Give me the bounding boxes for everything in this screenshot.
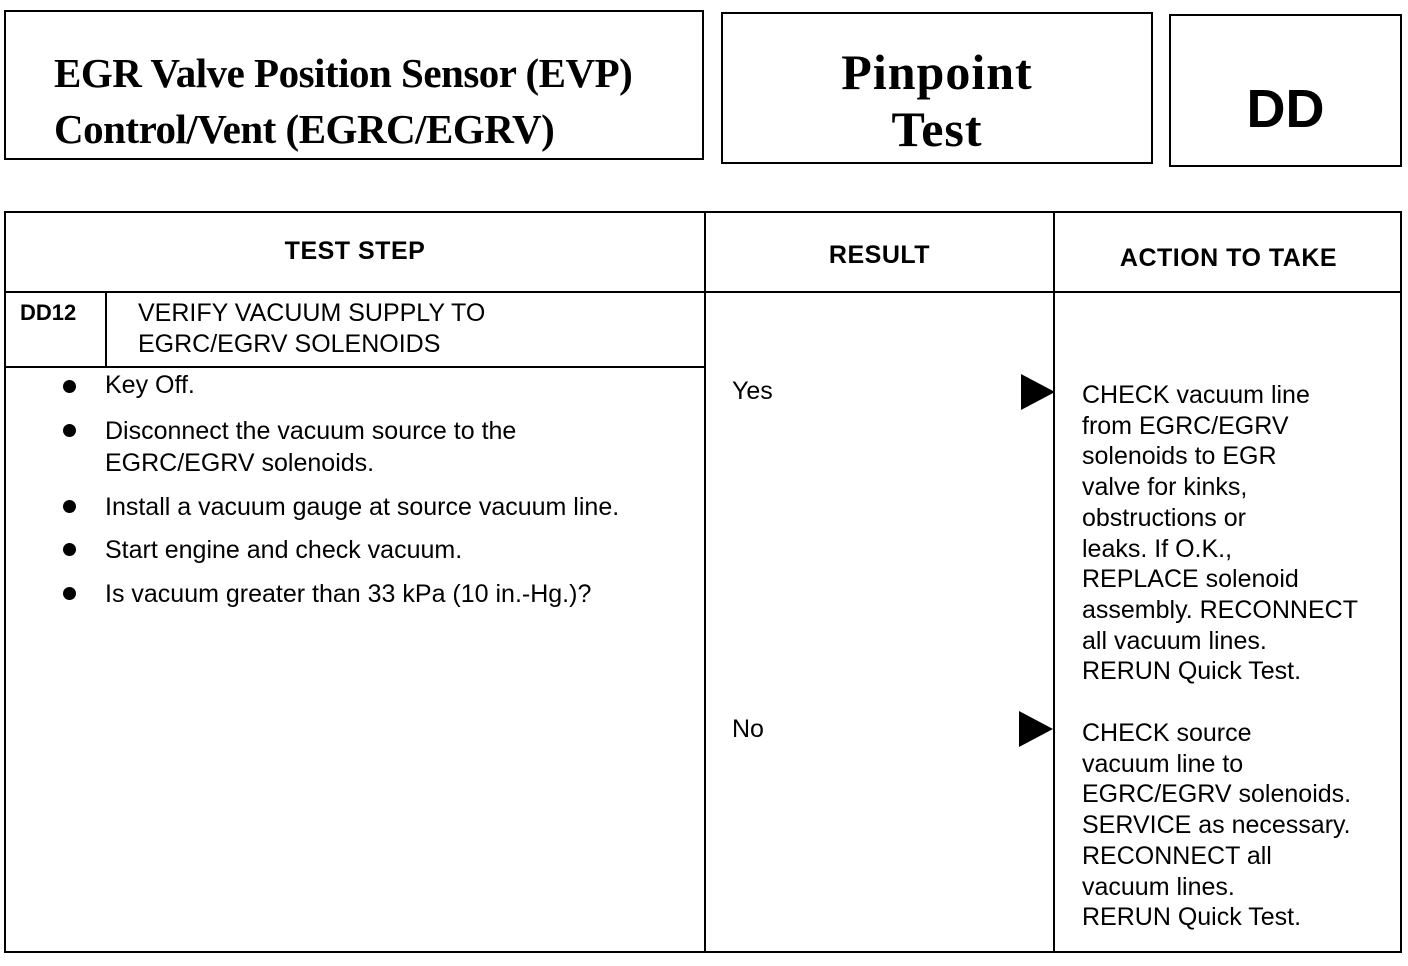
bullet-icon bbox=[63, 587, 76, 600]
pinpoint-table: TEST STEP RESULT ACTION TO TAKE DD12 VERIFY VACUUM SUPPLY TO EGRC/EGRV SOLENOIDS Key Off. Disconnect the vacuum source to the EGRC/EGRV solenoids. Install a vacuum gauge at source vacuum line. Start engine and check vacuum. Is vacuum greater than 33 kPa (10 in.-Hg.)? Yes CHECK vacuum line from EGRC/EGRV solenoids to EGR valve for kinks, obstructions or leaks. If O.K., REPLACE solenoid assembly. RECONNECT all vacuum lines. RERUN Quick Test. No CHECK source vacuum line to EGRC/EGRV solenoids. SERVICE as necessary. RECONNECT all vacuum lines. RERUN Quick Test. bbox=[4, 211, 1402, 953]
test-code-box bbox=[1169, 14, 1402, 167]
step-title-divider bbox=[6, 366, 704, 368]
column-header-test-step: TEST STEP bbox=[284, 237, 426, 265]
result-no-label: No bbox=[732, 715, 764, 743]
arrow-right-icon bbox=[1021, 374, 1055, 410]
test-type-box bbox=[721, 12, 1153, 164]
bullet-icon bbox=[63, 380, 76, 393]
column-header-result: RESULT bbox=[828, 241, 931, 269]
column-header-action: ACTION TO TAKE bbox=[1119, 244, 1338, 272]
column-divider bbox=[704, 213, 706, 953]
test-type-label: Pinpoint Test bbox=[841, 44, 1033, 157]
step-id-divider bbox=[105, 293, 107, 366]
bullet-icon bbox=[63, 424, 76, 437]
result-yes-label: Yes bbox=[732, 377, 773, 405]
step-title: VERIFY VACUUM SUPPLY TO EGRC/EGRV SOLENOIDS bbox=[138, 299, 486, 358]
step-id: DD12 bbox=[20, 300, 77, 325]
test-title-box bbox=[4, 10, 704, 160]
header-divider bbox=[6, 291, 1402, 293]
test-code: DD bbox=[1246, 79, 1325, 139]
bullet-icon bbox=[63, 543, 76, 556]
action-yes: CHECK vacuum line from EGRC/EGRV solenoids to EGR valve for kinks, obstructions or leaks. If O.K., REPLACE solenoid assembly. RECONNECT all vacuum lines. RERUN Quick Test. bbox=[1082, 381, 1358, 686]
column-divider bbox=[1053, 213, 1055, 953]
bullet-icon bbox=[63, 500, 76, 513]
arrow-right-icon bbox=[1019, 711, 1053, 747]
action-no: CHECK source vacuum line to EGRC/EGRV solenoids. SERVICE as necessary. RECONNECT all vacuum lines. RERUN Quick Test. bbox=[1082, 719, 1352, 932]
test-title: EGR Valve Position Sensor (EVP) Control/Vent (EGRC/EGRV) bbox=[54, 50, 633, 152]
